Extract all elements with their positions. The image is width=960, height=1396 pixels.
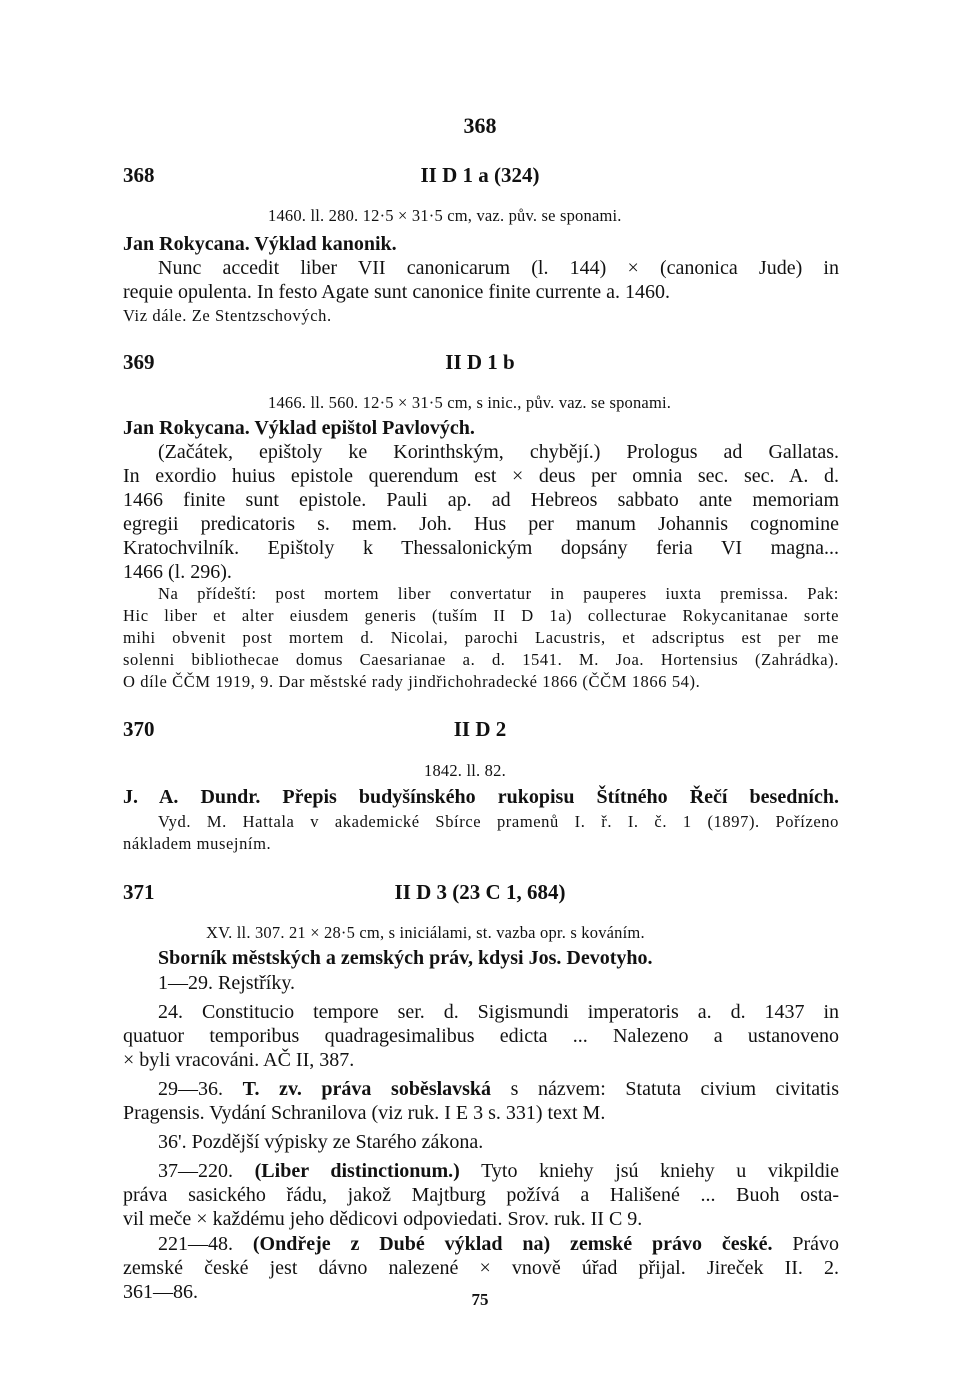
item-range: 37—220.	[158, 1160, 233, 1182]
entry-item-line: 361—86.	[123, 1281, 198, 1303]
entry-item-line	[158, 1160, 839, 1183]
entry-item-line	[158, 1233, 839, 1256]
entry-text-line: Nunc accedit liber VII canonicarum (l. 144) × (canonica Jude) in	[158, 257, 839, 279]
entry-item-line: zemské české jest dávno nalezené × vnově úřad přijal. Jireček II. 2.	[123, 1257, 839, 1279]
entry-number: 371	[123, 880, 155, 904]
entry-title: Jan Rokycana. Výklad kanonik.	[123, 233, 397, 255]
item-range: 221—48.	[158, 1233, 233, 1255]
entry-item-line: quatuor temporibus quadragesimalibus edicta ... Nalezeno a ustanoveno	[123, 1025, 839, 1047]
entry-note-line: mihi obvenit post mortem d. Nicolai, parochi Lacustris, et adscriptus est per me	[123, 628, 839, 647]
item-title: (Ondřeje z Dubé výklad na) zemské právo české.	[252, 1233, 773, 1255]
entry-title: Sborník městských a zemských práv, kdysi Jos. Devotyho.	[158, 947, 653, 969]
entry-meta: 1460. ll. 280. 12·5 × 31·5 cm, vaz. pův. se sponami.	[268, 206, 622, 225]
entry-item-line: 1—29. Rejstříky.	[158, 972, 296, 994]
entry-text-line: 1466 finite sunt epistole. Pauli ap. ad Hebreos sabbato ante memoriam	[123, 489, 839, 511]
entry-number: 368	[123, 163, 155, 187]
item-title: (Liber distinctionum.)	[254, 1160, 460, 1182]
entry-note-line: Vyd. M. Hattala v akademické Sbírce pramenů I. ř. I. č. 1 (1897). Pořízeno	[158, 812, 839, 831]
entry-item-line	[158, 1078, 839, 1101]
entry-text-line: egregii predicatoris s. mem. Joh. Hus per manum Johannis cognomine	[123, 513, 839, 535]
item-text: Právo	[792, 1233, 840, 1255]
page-footer-number: 75	[471, 1290, 489, 1309]
entry-text-line: (Začátek, epištoly ke Korinthským, chybějí.) Prologus ad Gallatas.	[158, 441, 839, 463]
entry-meta: XV. ll. 307. 21 × 28·5 cm, s iniciálami, st. vazba opr. s kováním.	[206, 923, 645, 942]
entry-item-line: vil meče × každému jeho dědicovi odpoviedati. Srov. ruk. II C 9.	[123, 1208, 643, 1230]
entry-item-line: Pragensis. Vydání Schranilova (viz ruk. I E 3 s. 331) text M.	[123, 1102, 606, 1124]
shelfmark: II D 2	[453, 717, 507, 741]
entry-number: 369	[123, 350, 155, 374]
entry-note-line: O díle ČČM 1919, 9. Dar městské rady jindřichohradecké 1866 (ČČM 1866 54).	[123, 672, 701, 691]
entry-text-line: In exordio huius epistole querendum est × deus per omnia sec. sec. A. d.	[123, 465, 839, 487]
item-title: T. zv. práva soběslavská	[242, 1078, 492, 1100]
entry-number: 370	[123, 717, 155, 741]
item-text: Tyto kniehy jsú kniehy u vikpildie	[481, 1160, 839, 1182]
entry-meta: 1466. ll. 560. 12·5 × 31·5 cm, s inic., pův. vaz. se sponami.	[268, 393, 672, 412]
entry-title: Jan Rokycana. Výklad epištol Pavlových.	[123, 417, 475, 439]
item-text: s názvem: Statuta civium civitatis	[510, 1078, 840, 1100]
item-range: 29—36.	[158, 1078, 223, 1100]
entry-text-line: 1466 (l. 296).	[123, 561, 232, 583]
entry-note: Viz dále. Ze Stentzschových.	[123, 306, 332, 325]
entry-item-line: × byli vracováni. AČ II, 387.	[123, 1049, 355, 1071]
shelfmark: II D 1 b	[445, 350, 515, 374]
entry-meta: 1842. ll. 82.	[424, 761, 506, 780]
entry-text-line: requie opulenta. In festo Agate sunt canonice finite currente a. 1460.	[123, 281, 671, 303]
entry-note-line: Na přídeští: post mortem liber convertatur in pauperes iuxta premissa. Pak:	[158, 584, 839, 603]
page-header-number: 368	[463, 113, 497, 138]
entry-text-line: Kratochvilník. Epištoly k Thessalonickým dopsány feria VI magna...	[123, 537, 839, 559]
entry-note-line: nákladem musejním.	[123, 834, 272, 853]
entry-item-line: 36'. Pozdější výpisky ze Starého zákona.	[158, 1131, 484, 1153]
entry-item-line: práva sasického řádu, jakož Majtburg požívá a Hališené ... Buoh osta-	[123, 1184, 839, 1206]
shelfmark: II D 1 a (324)	[420, 163, 540, 187]
entry-item-line: 24. Constitucio tempore ser. d. Sigismundi imperatoris a. d. 1437 in	[158, 1001, 839, 1023]
shelfmark: II D 3 (23 C 1, 684)	[394, 880, 566, 904]
entry-title: J. A. Dundr. Přepis budyšínského rukopisu Štítného Řečí besedních.	[123, 786, 839, 808]
entry-note-line: solenni bibliothecae domus Caesarianae a. d. 1541. M. Joa. Hortensius (Zahrádka).	[123, 650, 839, 669]
entry-note-line: Hic liber et alter eiusdem generis (tuším II D 1a) collecturae Rokycanitanae sorte	[123, 606, 839, 625]
